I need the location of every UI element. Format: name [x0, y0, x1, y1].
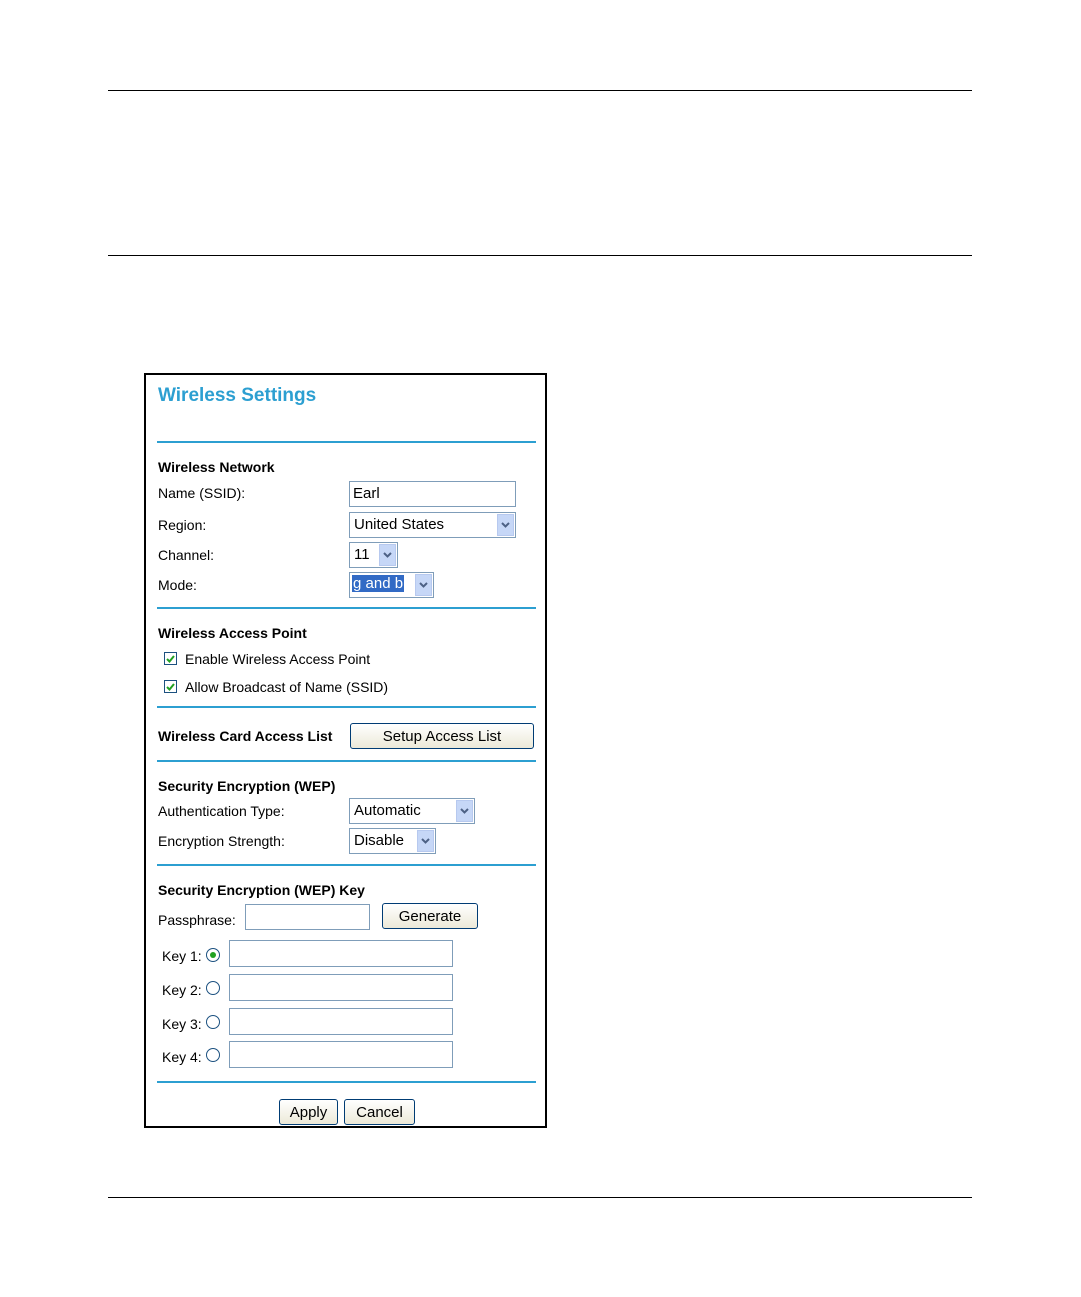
setup-access-list-button[interactable]: Setup Access List — [350, 723, 534, 749]
enable-ap-checkbox[interactable] — [164, 652, 177, 665]
header-rule — [108, 255, 972, 256]
chevron-down-icon[interactable] — [415, 574, 432, 596]
enable-ap-label: Enable Wireless Access Point — [185, 651, 371, 667]
key-3-label: Key 3: — [162, 1016, 202, 1032]
key-1-label: Key 1: — [162, 948, 202, 964]
key-2-input[interactable] — [229, 974, 453, 1001]
key-4-input[interactable] — [229, 1041, 453, 1068]
channel-value: 11 — [354, 546, 370, 563]
key-1-input[interactable] — [229, 940, 453, 967]
auth-type-label: Authentication Type: — [158, 803, 285, 819]
wireless-network-heading: Wireless Network — [158, 459, 275, 475]
section-divider — [157, 760, 536, 762]
footer-rule — [108, 1197, 972, 1198]
chevron-down-icon[interactable] — [417, 830, 434, 852]
encryption-strength-value: Disable — [354, 832, 405, 849]
key-4-label: Key 4: — [162, 1049, 202, 1065]
wep-key-heading: Security Encryption (WEP) Key — [158, 882, 365, 898]
mode-label: Mode: — [158, 577, 197, 593]
ssid-label: Name (SSID): — [158, 485, 246, 501]
chevron-down-icon[interactable] — [497, 514, 514, 536]
radio-selected-icon — [210, 952, 216, 958]
page-title: Wireless Settings — [158, 385, 317, 406]
section-divider — [157, 607, 536, 609]
apply-button[interactable]: Apply — [279, 1099, 338, 1125]
key-3-input[interactable] — [229, 1008, 453, 1035]
broadcast-ssid-label: Allow Broadcast of Name (SSID) — [185, 679, 389, 695]
region-select[interactable] — [349, 512, 516, 538]
encryption-strength-select[interactable] — [349, 828, 436, 854]
key-1-radio[interactable] — [206, 948, 220, 962]
checkmark-icon — [166, 655, 175, 663]
section-divider — [157, 706, 536, 708]
region-label: Region: — [158, 517, 207, 533]
generate-button[interactable]: Generate — [382, 903, 478, 929]
region-value: United States — [354, 516, 445, 533]
key-3-radio[interactable] — [206, 1015, 220, 1029]
mode-value: g and b — [353, 575, 404, 592]
top-rule — [108, 90, 972, 91]
security-heading: Security Encryption (WEP) — [158, 778, 336, 794]
key-4-radio[interactable] — [206, 1048, 220, 1062]
access-point-heading: Wireless Access Point — [158, 625, 307, 641]
chevron-down-icon[interactable] — [379, 544, 396, 566]
section-divider — [157, 864, 536, 866]
channel-select[interactable] — [349, 542, 398, 568]
section-divider — [157, 441, 536, 443]
passphrase-input[interactable] — [245, 904, 370, 930]
cancel-button[interactable]: Cancel — [344, 1099, 415, 1125]
ssid-input[interactable]: Earl — [349, 481, 516, 507]
access-list-heading: Wireless Card Access List — [158, 728, 333, 744]
auth-type-select[interactable] — [349, 798, 475, 824]
key-2-radio[interactable] — [206, 981, 220, 995]
chevron-down-icon[interactable] — [456, 800, 473, 822]
auth-type-value: Automatic — [354, 802, 421, 819]
section-divider — [157, 1081, 536, 1083]
mode-select[interactable] — [349, 572, 434, 598]
passphrase-label: Passphrase: — [158, 912, 236, 928]
channel-label: Channel: — [158, 547, 215, 563]
wireless-settings-panel — [144, 373, 547, 1128]
encryption-strength-label: Encryption Strength: — [158, 833, 285, 849]
broadcast-ssid-checkbox[interactable] — [164, 680, 177, 693]
key-2-label: Key 2: — [162, 982, 202, 998]
checkmark-icon — [166, 683, 175, 691]
